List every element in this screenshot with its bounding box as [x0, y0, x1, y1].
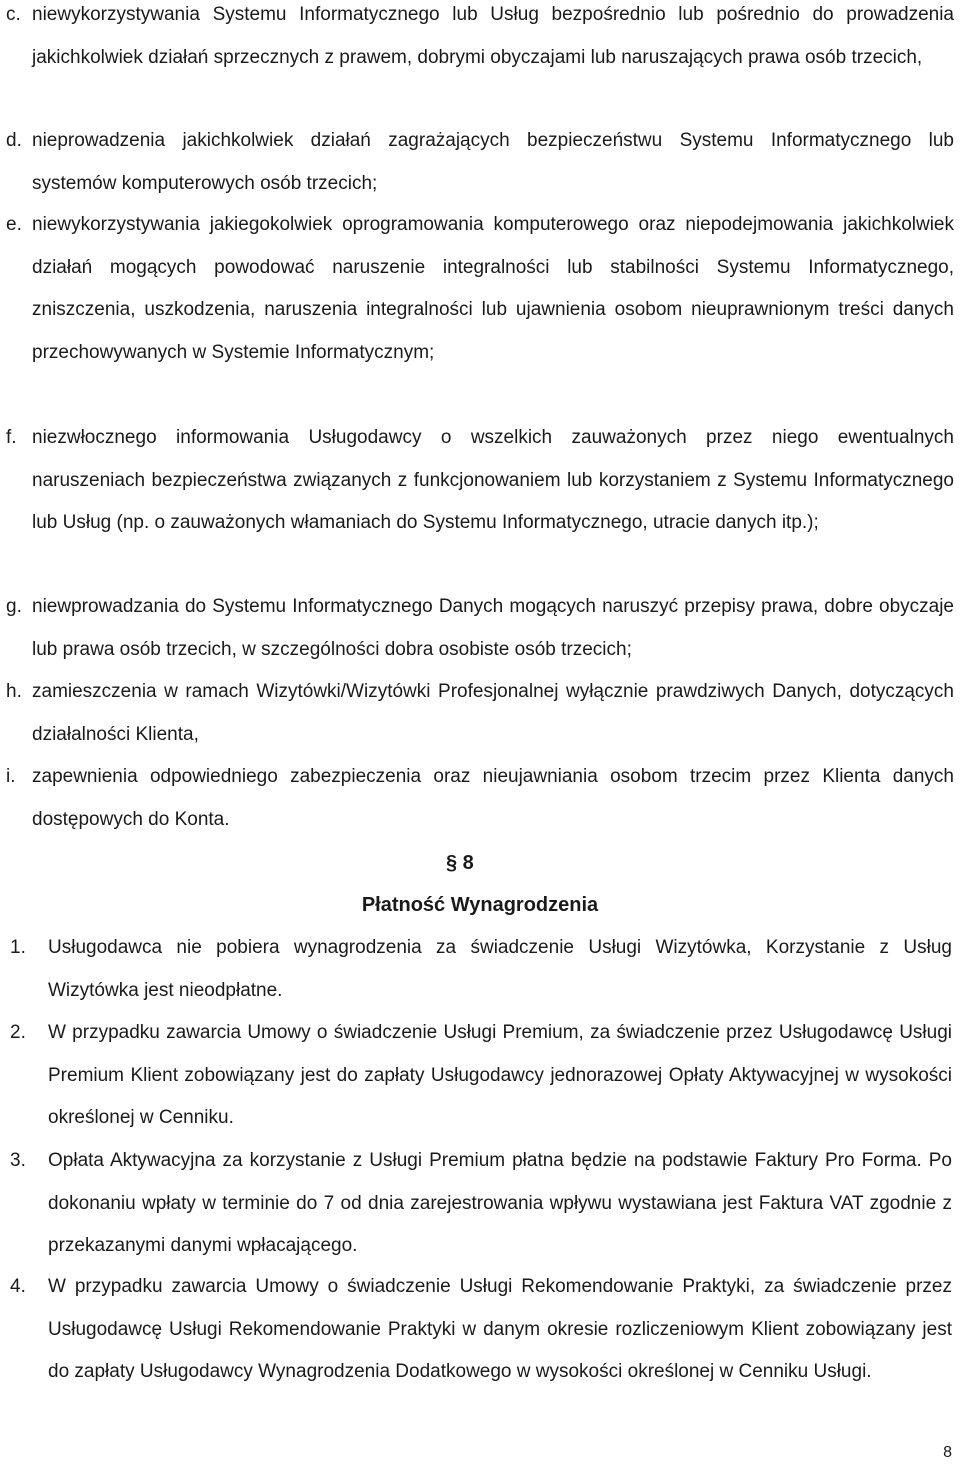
list-item-g [6, 586, 954, 671]
list-text: nieprowadzenia jakichkolwiek działań zagrażających bezpieczeństwu Systemu Informatycznego lub systemów komputerowych osób trzecich; [32, 130, 954, 194]
list-marker: f. [6, 427, 17, 448]
number-marker: 2. [10, 1022, 26, 1043]
numbered-item-2 [6, 1012, 952, 1140]
list-text: niezwłocznego informowania Usługodawcy o wszelkich zauważonych przez niego ewentualnych naruszeniach bezpieczeństwa związanych z funkcjonowaniem lub korzystaniem z Systemu Informatycznego lub Usług (np. o zauważonych włamaniach do Systemu Informatycznego, utracie danych itp.); [32, 427, 954, 533]
list-text: niewykorzystywania jakiegokolwiek oprogramowania komputerowego oraz niepodejmowania jakichkolwiek działań mogących powodować naruszenie integralności lub stabilności Systemu Informatycznego, zniszczenia, uszkodzenia, naruszenia integralności lub ujawnienia osobom nieuprawnionym treści danych przechowywanych w Systemie Informatycznym; [32, 214, 954, 363]
list-item-h [6, 671, 954, 756]
list-text: zamieszczenia w ramach Wizytówki/Wizytówki Profesjonalnej wyłącznie prawdziwych Danych, dotyczących działalności Klienta, [32, 681, 954, 745]
list-item-i [6, 756, 954, 841]
numbered-item-4 [6, 1266, 952, 1394]
list-item-d [6, 120, 954, 205]
numbered-text: Opłata Aktywacyjna za korzystanie z Usługi Premium płatna będzie na podstawie Faktury Pro Forma. Po dokonaniu wpłaty w terminie do 7 od dnia zarejestrowania wpływu wystawiana jest Faktura VAT zgodnie z przekazanymi danymi wpłacającego. [48, 1150, 952, 1256]
section-number: § 8 [446, 852, 474, 874]
list-text: zapewnienia odpowiedniego zabezpieczenia oraz nieujawniania osobom trzecim przez Klienta danych dostępowych do Konta. [32, 766, 954, 830]
section-title: Płatność Wynagrodzenia [361, 894, 599, 916]
number-marker: 4. [10, 1276, 26, 1297]
list-item-f [6, 417, 954, 545]
numbered-text: W przypadku zawarcia Umowy o świadczenie Usługi Rekomendowanie Praktyki, za świadczenie przez Usługodawcę Usługi Rekomendowanie Praktyki w danym okresie rozliczeniowym Klient zobowiązany jest do zapłaty Usługodawcy Wynagrodzenia Dodatkowego w wysokości określonej w Cenniku Usługi. [48, 1276, 952, 1382]
numbered-item-3 [6, 1140, 952, 1268]
list-item-c [6, 0, 954, 79]
list-marker: e. [6, 214, 22, 235]
list-text: niewykorzystywania Systemu Informatycznego lub Usług bezpośrednio lub pośrednio do prowadzenia jakichkolwiek działań sprzecznych z prawem, dobrymi obyczajami lub naruszających prawa osób trzecich, [32, 4, 954, 68]
page-number: 8 [943, 1444, 952, 1461]
number-marker: 3. [10, 1150, 26, 1171]
list-marker: h. [6, 681, 22, 702]
numbered-text: W przypadku zawarcia Umowy o świadczenie Usługi Premium, za świadczenie przez Usługodawcę Usługi Premium Klient zobowiązany jest do zapłaty Usługodawcy jednorazowej Opłaty Aktywacyjnej w wysokości określonej w Cenniku. [48, 1022, 952, 1128]
list-marker: i. [6, 766, 16, 787]
list-marker: d. [6, 130, 22, 151]
list-text: niewprowadzania do Systemu Informatycznego Danych mogących naruszyć przepisy prawa, dobre obyczaje lub prawa osób trzecich, w szczególności dobra osobiste osób trzecich; [32, 596, 954, 660]
numbered-item-1 [6, 927, 952, 1012]
list-marker: g. [6, 596, 22, 617]
list-marker: c. [6, 4, 21, 25]
number-marker: 1. [10, 937, 26, 958]
list-item-e [6, 204, 954, 374]
numbered-text: Usługodawca nie pobiera wynagrodzenia za świadczenie Usługi Wizytówka, Korzystanie z Usług Wizytówka jest nieodpłatne. [48, 937, 952, 1001]
